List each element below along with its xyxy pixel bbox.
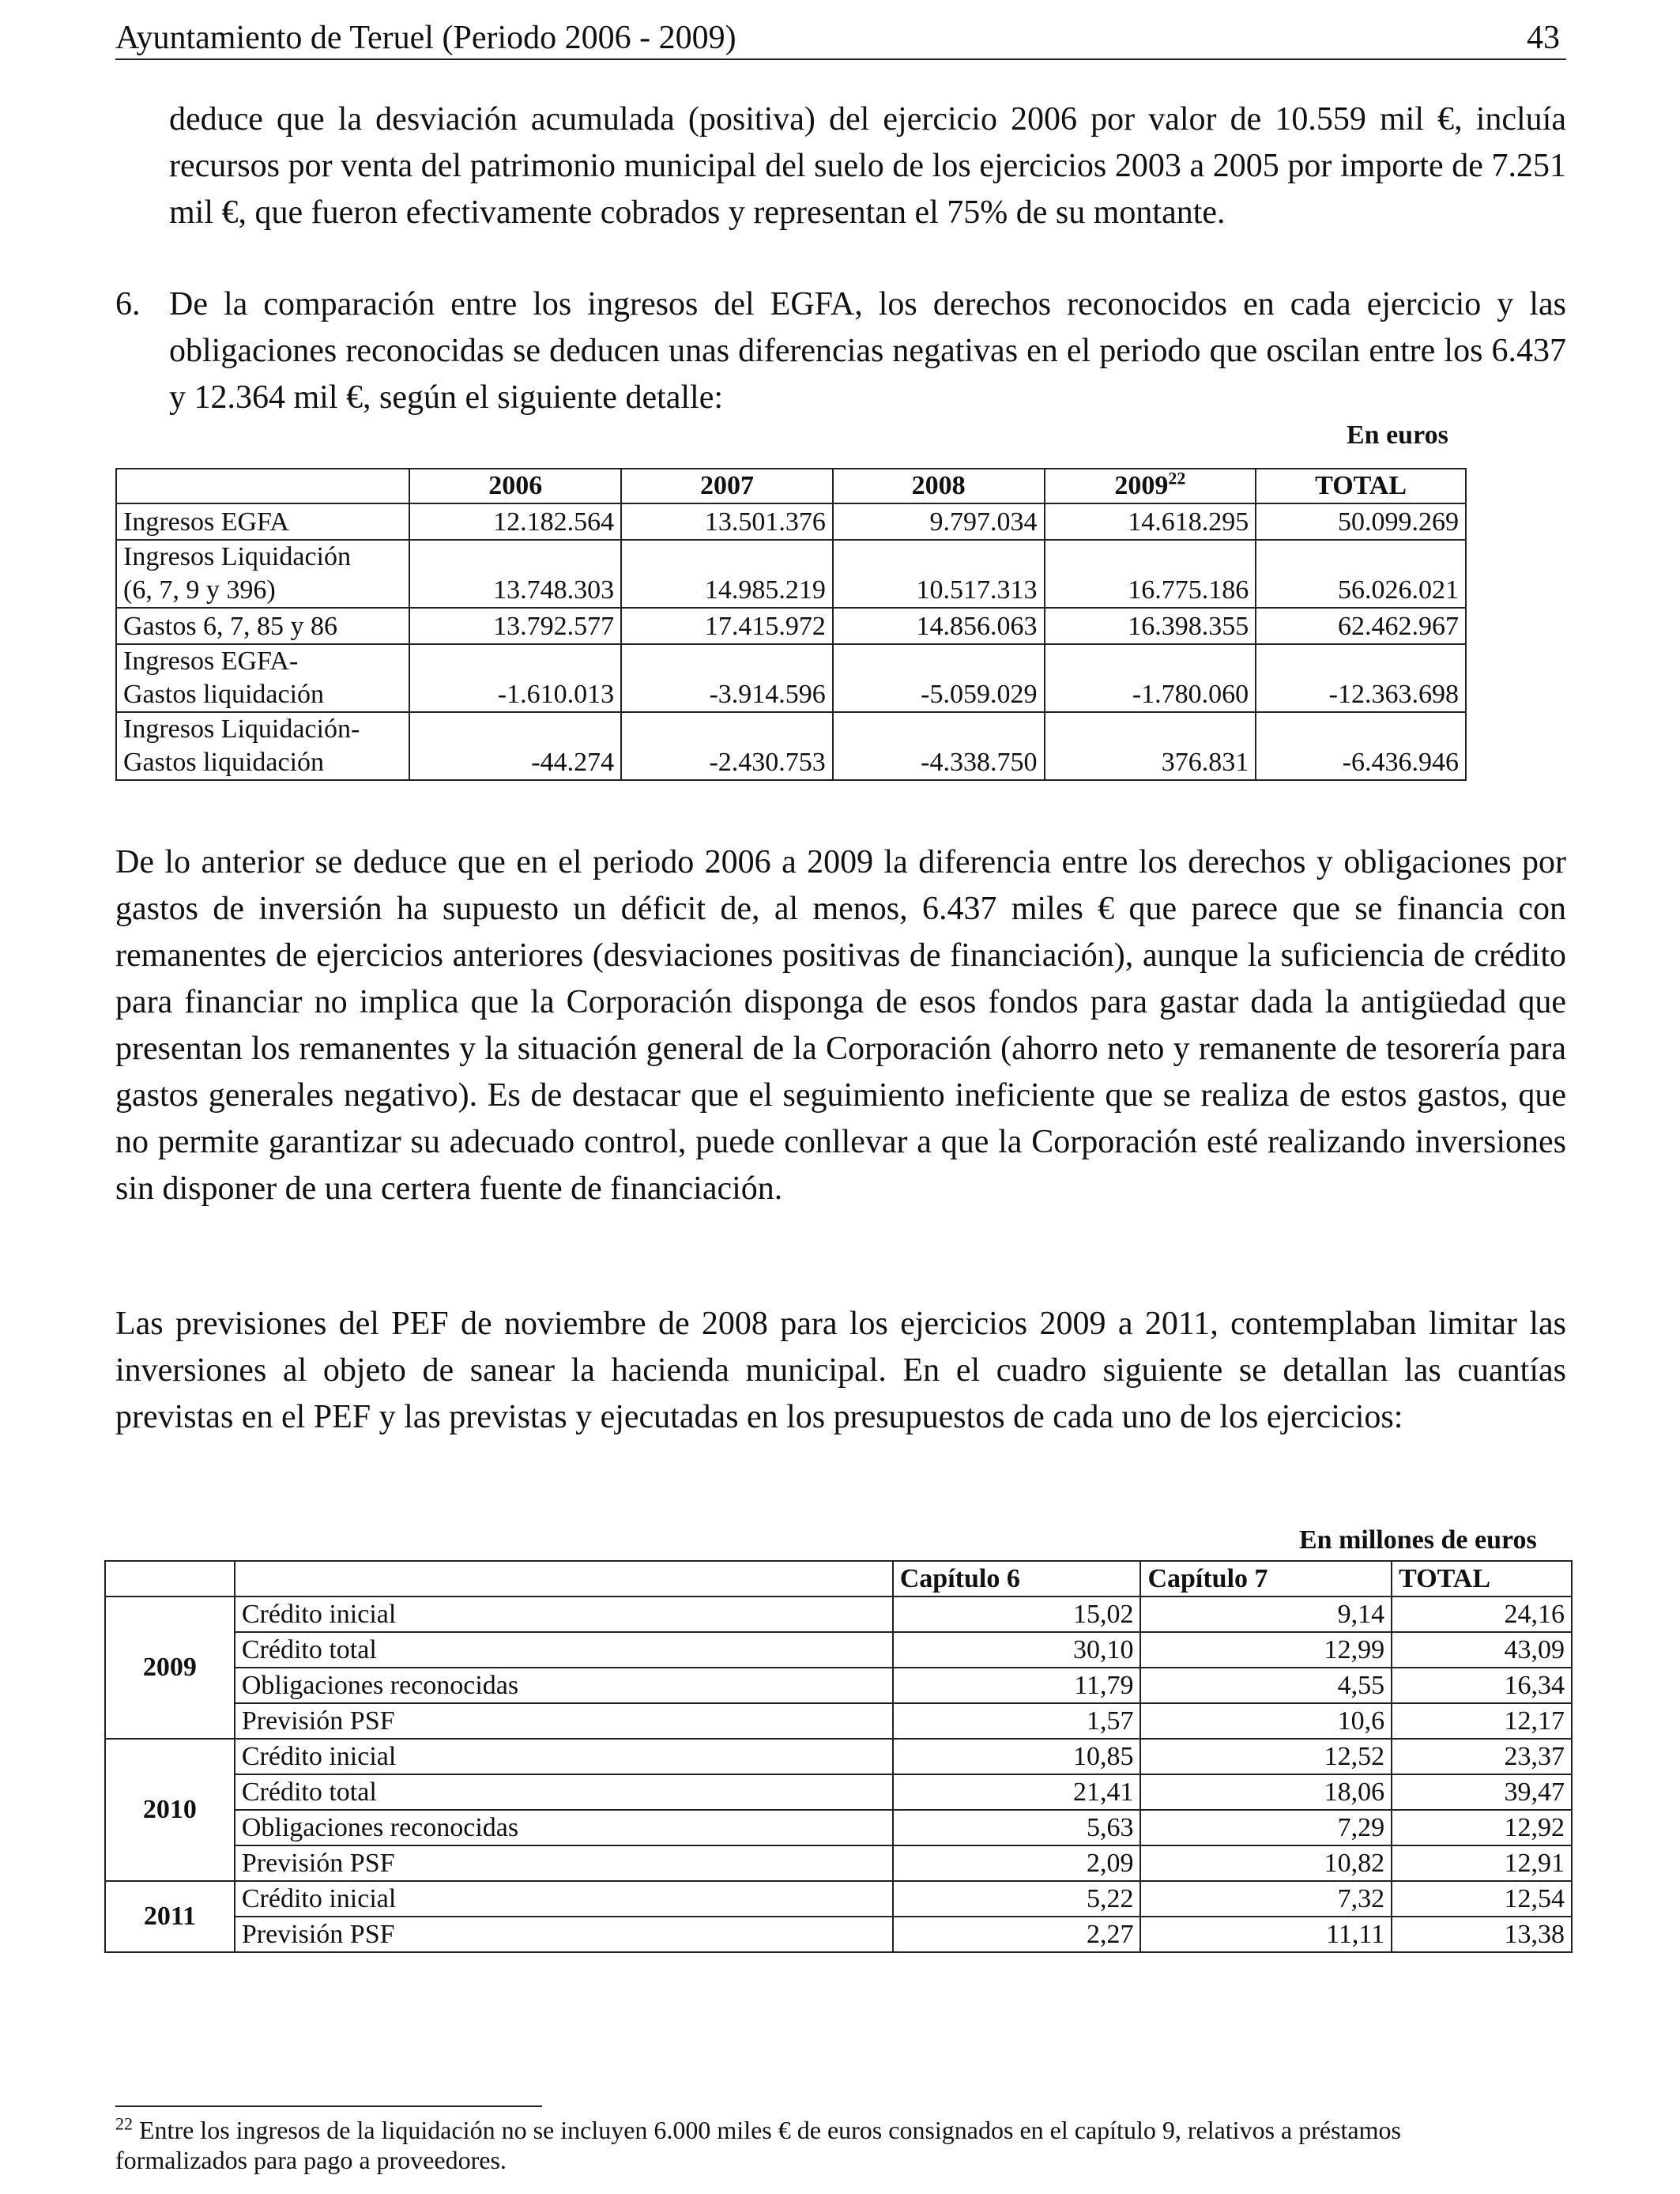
footnote [115,2115,1522,2175]
col-header: TOTAL [1392,1561,1572,1596]
table-row [105,1739,1572,1774]
row-label: Obligaciones reconocidas [235,1810,893,1845]
table-cell: 16,34 [1392,1668,1572,1703]
col-header: TOTAL [1256,469,1466,503]
table-header-row [105,1561,1572,1596]
row-label: Crédito inicial [235,1739,893,1774]
table-cell: 2,09 [893,1845,1141,1881]
table2-units: En millones de euros [1299,1525,1537,1555]
footnote-divider [115,2105,542,2107]
paragraph-pef: Las previsiones del PEF de noviembre de 2008 para los ejercicios 2009 a 2011, contemplaban limitar las inversiones al objeto de sanear la hacienda municipal. En el cuadro siguiente se detallan las cuantías previstas en el PEF y las previstas y ejecutadas en los presupuestos de cada uno de los ejercicios: [115,1306,1566,1435]
table-row [105,1596,1572,1632]
table-cell: 9,14 [1140,1596,1392,1632]
table-cell: 12,52 [1140,1739,1392,1774]
row-label-line2: Gastos liquidación [123,680,325,709]
footnote-number: 22 [115,2113,133,2134]
table-cell: 12,91 [1392,1845,1572,1881]
header-title: Ayuntamiento de Teruel (Periodo 2006 - 2009) [115,20,736,56]
paragraph-item-6: De la comparación entre los ingresos del EGFA, los derechos reconocidos en cada ejercicio y las obligaciones reconocidas se deducen unas diferencias negativas en el periodo que oscilan entre los 6.437 y 12.364 mil €, según el siguiente detalle: [169,286,1566,416]
table-row [105,1881,1572,1917]
table-row [105,1774,1572,1810]
row-label-line1: Ingresos Liquidación [123,542,351,571]
row-label: Crédito total [235,1774,893,1810]
table-cell: -6.436.946 [1256,712,1466,780]
table-cell: 10.517.313 [833,540,1045,608]
table-row [105,1917,1572,1952]
table-cell: 30,10 [893,1632,1141,1668]
table-cell: 16.398.355 [1045,608,1256,644]
page-header [115,14,1566,60]
row-label: Crédito inicial [235,1596,893,1632]
table-cell: 15,02 [893,1596,1141,1632]
table-cell: 13.748.303 [409,540,621,608]
table-cell: 12,17 [1392,1703,1572,1739]
table-cell: 7,29 [1140,1810,1392,1845]
row-label-line2: (6, 7, 9 y 396) [123,575,276,605]
col-header [1045,469,1256,503]
table-cell: 13.792.577 [409,608,621,644]
table-cell: 17.415.972 [621,608,833,644]
table-cell: -1.780.060 [1045,644,1256,712]
table-cell: 12,99 [1140,1632,1392,1668]
header-blank [116,469,409,503]
table-cell: 43,09 [1392,1632,1572,1668]
table-cell: 12,92 [1392,1810,1572,1845]
col-header: 2006 [409,469,621,503]
table-cell: 13,38 [1392,1917,1572,1952]
table-row [105,1810,1572,1845]
year-cell: 2009 [105,1596,235,1739]
table-cell: 13.501.376 [621,503,833,540]
table-cell: -4.338.750 [833,712,1045,780]
income-expense-table [115,468,1467,781]
table-cell: 50.099.269 [1256,503,1466,540]
header-blank [235,1561,893,1596]
table-cell: -2.430.753 [621,712,833,780]
col-header: 2007 [621,469,833,503]
table-cell: 56.026.021 [1256,540,1466,608]
col-header: Capítulo 6 [893,1561,1141,1596]
table-cell: 7,32 [1140,1881,1392,1917]
table-cell: 11,79 [893,1668,1141,1703]
table-cell: 12,54 [1392,1881,1572,1917]
year-cell: 2010 [105,1739,235,1881]
table-cell: -44.274 [409,712,621,780]
row-label: Previsión PSF [235,1917,893,1952]
row-label: Crédito total [235,1632,893,1668]
table-cell: 14.618.295 [1045,503,1256,540]
row-label: Crédito inicial [235,1881,893,1917]
table-row [105,1668,1572,1703]
paragraph-deviation: deduce que la desviación acumulada (positiva) del ejercicio 2006 por valor de 10.559 mil €, incluía recursos por venta del patrimonio municipal del suelo de los ejercicios 2003 a 2005 por importe de 7.251 mil €, que fueron efectivamente cobrados y representan el 75% de su montante. [169,101,1566,231]
row-label [116,712,409,780]
table1-units: En euros [1347,420,1448,450]
table-row [116,608,1466,644]
table-cell: 10,6 [1140,1703,1392,1739]
row-label [116,503,409,540]
table-cell: 2,27 [893,1917,1141,1952]
table-cell: 39,47 [1392,1774,1572,1810]
row-label-line1: Gastos 6, 7, 85 y 86 [123,612,338,641]
table-cell: 14.985.219 [621,540,833,608]
footnote-text: Entre los ingresos de la liquidación no se incluyen 6.000 miles € de euros consignados en el capítulo 9, relativos a préstamos formalizados para pago a proveedores. [115,2116,1401,2174]
table-cell: -1.610.013 [409,644,621,712]
table-cell: 1,57 [893,1703,1141,1739]
table-row [116,503,1466,540]
table-cell: 11,11 [1140,1917,1392,1952]
row-label-line1: Ingresos EGFA [123,507,289,537]
table-row [116,540,1466,608]
table-cell: -12.363.698 [1256,644,1466,712]
col-header: 2008 [833,469,1045,503]
table-cell: -3.914.596 [621,644,833,712]
year-cell: 2011 [105,1881,235,1952]
page-number: 43 [1527,20,1560,56]
table-cell: 23,37 [1392,1739,1572,1774]
table-cell: 10,82 [1140,1845,1392,1881]
table-cell: 24,16 [1392,1596,1572,1632]
table-cell: 14.856.063 [833,608,1045,644]
table-cell: 5,22 [893,1881,1141,1917]
row-label-line1: Ingresos Liquidación- [123,714,360,744]
table-cell: 21,41 [893,1774,1141,1810]
col-header-text: 2009 [1114,471,1169,500]
table-cell: -5.059.029 [833,644,1045,712]
row-label-line2: Gastos liquidación [123,748,325,777]
table-row [105,1845,1572,1881]
table-cell: 10,85 [893,1739,1141,1774]
table-cell: 4,55 [1140,1668,1392,1703]
table-cell: 376.831 [1045,712,1256,780]
table-row [116,712,1466,780]
header-blank [105,1561,235,1596]
table-row [105,1703,1572,1739]
pef-forecast-table [104,1560,1573,1953]
list-number-6: 6. [115,286,141,322]
row-label: Previsión PSF [235,1845,893,1881]
table-header-row [116,469,1466,503]
row-label-line1: Ingresos EGFA- [123,647,299,676]
col-header: Capítulo 7 [1140,1561,1392,1596]
row-label [116,540,409,608]
table-cell: 62.462.967 [1256,608,1466,644]
table-row [105,1632,1572,1668]
paragraph-deficit: De lo anterior se deduce que en el periodo 2006 a 2009 la diferencia entre los derechos y obligaciones por gastos de inversión ha supuesto un déficit de, al menos, 6.437 miles € que parece que se financia con remanentes de ejercicios anteriores (desviaciones positivas de financiación), aunque la suficiencia de crédito para financiar no implica que la Corporación disponga de esos fondos para gastar dada la antigüedad que presentan los remanentes y la situación general de la Corporación (ahorro neto y remanente de tesorería para gastos generales negativo). Es de destacar que el seguimiento ineficiente que se realiza de estos gastos, que no permite garantizar su adecuado control, puede conllevar a que la Corporación esté realizando inversiones sin disponer de una certera fuente de financiación. [115,844,1566,1207]
table-cell: 9.797.034 [833,503,1045,540]
table-cell: 12.182.564 [409,503,621,540]
row-label [116,644,409,712]
table-cell: 18,06 [1140,1774,1392,1810]
row-label: Previsión PSF [235,1703,893,1739]
table-cell: 16.775.186 [1045,540,1256,608]
table-row [116,644,1466,712]
footnote-ref: 22 [1168,468,1186,488]
table-cell: 5,63 [893,1810,1141,1845]
row-label [116,608,409,644]
row-label: Obligaciones reconocidas [235,1668,893,1703]
